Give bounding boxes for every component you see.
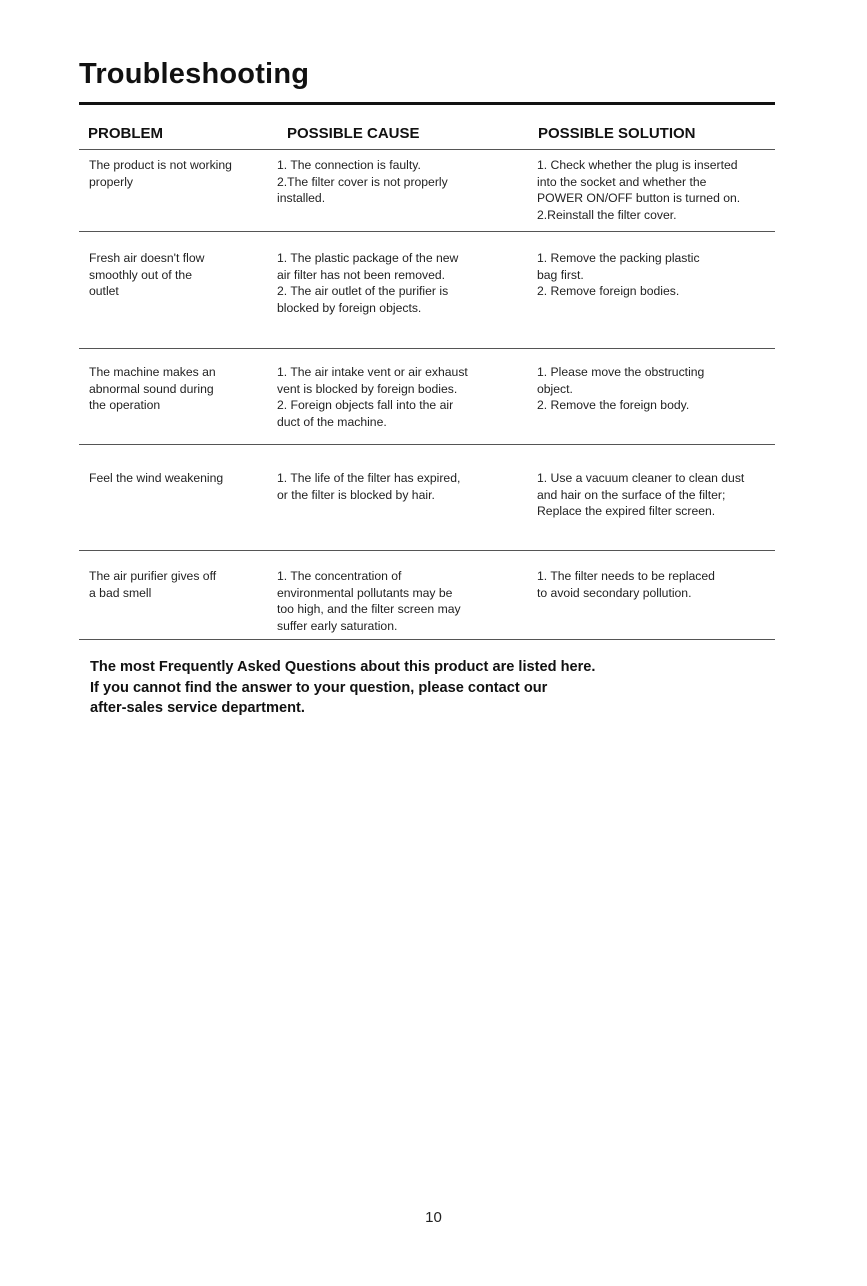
cell-line: 2. Foreign objects fall into the air — [277, 398, 454, 412]
cell-line: installed. — [277, 191, 326, 205]
title-rule — [79, 102, 775, 105]
problem-cell — [89, 157, 269, 190]
cause-cell — [277, 364, 522, 430]
header-possible-cause: POSSIBLE CAUSE — [287, 125, 420, 142]
cell-line: too high, and the filter screen may — [277, 602, 461, 616]
cell-line: into the socket and whether the — [537, 174, 707, 189]
problem-cell — [89, 470, 269, 487]
cell-line: 1. The air intake vent or air exhaust — [277, 365, 468, 379]
cell-line: 1. The filter needs to be replaced — [537, 569, 715, 583]
cell-line: 2. Remove foreign bodies. — [537, 284, 680, 298]
cell-line: the operation — [89, 398, 161, 412]
cell-line: environmental pollutants may be — [277, 585, 453, 600]
solution-cell — [537, 157, 772, 223]
cell-line: properly — [89, 174, 134, 189]
row-divider — [79, 348, 775, 349]
cell-line: 1. Check whether the plug is inserted — [537, 158, 738, 172]
problem-cell — [89, 250, 269, 300]
cell-line: or the filter is blocked by hair. — [277, 487, 435, 502]
cell-line: 1. The concentration of — [277, 569, 402, 583]
solution-cell — [537, 250, 772, 300]
cause-cell — [277, 568, 522, 634]
cell-line: vent is blocked by foreign bodies. — [277, 381, 458, 396]
cell-line: 2. The air outlet of the purifier is — [277, 284, 449, 298]
cell-line: Feel the wind weakening — [89, 471, 224, 485]
row-divider — [79, 550, 775, 551]
cell-line: air filter has not been removed. — [277, 267, 446, 282]
cause-cell — [277, 157, 522, 207]
cell-line: bag first. — [537, 267, 584, 282]
header-rule — [79, 149, 775, 150]
cause-cell — [277, 250, 522, 316]
faq-line: If you cannot find the answer to your question, please contact our — [90, 679, 548, 696]
cell-line: 1. The plastic package of the new — [277, 251, 459, 265]
cell-line: 2.Reinstall the filter cover. — [537, 207, 677, 222]
solution-cell — [537, 364, 772, 414]
cell-line: POWER ON/OFF button is turned on. — [537, 191, 741, 205]
header-possible-solution: POSSIBLE SOLUTION — [538, 125, 696, 142]
problem-cell — [89, 568, 269, 601]
faq-line: The most Frequently Asked Questions about this product are listed here. — [90, 659, 596, 675]
solution-cell — [537, 470, 772, 520]
page-title: Troubleshooting — [79, 58, 310, 90]
cell-line: blocked by foreign objects. — [277, 300, 422, 315]
cell-line: outlet — [89, 284, 119, 298]
cell-line: 1. Remove the packing plastic — [537, 251, 700, 265]
cause-cell — [277, 470, 522, 503]
cell-line: to avoid secondary pollution. — [537, 585, 692, 600]
row-divider — [79, 639, 775, 640]
faq-line: after-sales service department. — [90, 700, 305, 716]
cell-line: Replace the expired filter screen. — [537, 504, 716, 518]
page-number: 10 — [425, 1209, 442, 1226]
cell-line: 2.The filter cover is not properly — [277, 174, 448, 189]
cell-line: 1. Please move the obstructing — [537, 365, 705, 379]
cell-line: object. — [537, 381, 573, 396]
cell-line: The machine makes an — [89, 365, 216, 379]
problem-cell — [89, 364, 269, 414]
cell-line: Fresh air doesn't flow — [89, 251, 205, 265]
row-divider — [79, 444, 775, 445]
cell-line: 1. Use a vacuum cleaner to clean dust — [537, 471, 745, 485]
header-problem: PROBLEM — [88, 125, 163, 142]
cell-line: The air purifier gives off — [89, 569, 217, 583]
cell-line: 2. Remove the foreign body. — [537, 398, 690, 412]
cell-line: duct of the machine. — [277, 414, 387, 429]
cell-line: 1. The life of the filter has expired, — [277, 471, 461, 485]
solution-cell — [537, 568, 772, 601]
faq-note — [90, 657, 595, 719]
cell-line: smoothly out of the — [89, 267, 192, 282]
cell-line: a bad smell — [89, 585, 152, 600]
cell-line: suffer early saturation. — [277, 618, 398, 633]
cell-line: and hair on the surface of the filter; — [537, 487, 726, 502]
cell-line: The product is not working — [89, 158, 232, 172]
cell-line: 1. The connection is faulty. — [277, 158, 421, 172]
row-divider — [79, 231, 775, 232]
cell-line: abnormal sound during — [89, 381, 214, 396]
